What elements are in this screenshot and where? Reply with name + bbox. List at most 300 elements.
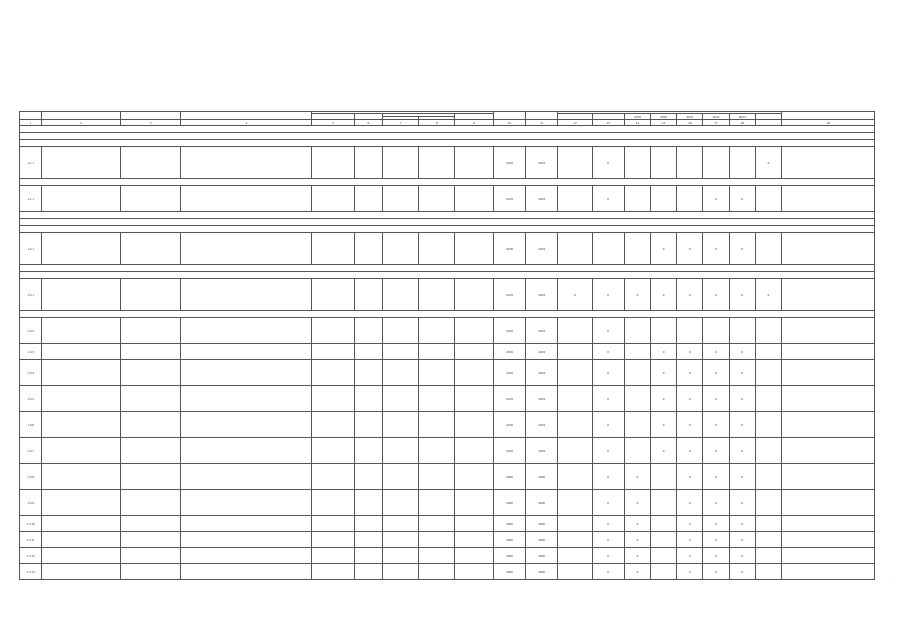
table-cell <box>755 186 781 212</box>
table-cell <box>120 412 180 438</box>
table-cell: 0 <box>703 564 729 580</box>
section-title <box>20 212 875 219</box>
table-cell <box>651 516 677 532</box>
table-cell: 0 <box>755 147 781 179</box>
table-cell <box>181 233 312 265</box>
table-cell <box>651 548 677 564</box>
table-cell: 2019 <box>526 233 558 265</box>
table-cell <box>312 464 354 490</box>
table-cell <box>312 186 354 212</box>
table-row <box>20 386 875 412</box>
section-title <box>20 179 875 186</box>
table-cell <box>455 548 493 564</box>
table-cell: 0 <box>624 279 650 311</box>
table-cell <box>624 386 650 412</box>
col-header-location <box>181 112 312 120</box>
table-cell <box>354 490 382 516</box>
table-cell: 0 <box>703 344 729 360</box>
table-cell: 0 <box>703 532 729 548</box>
table-cell: 2020 <box>493 516 525 532</box>
table-cell <box>755 564 781 580</box>
section-row <box>20 265 875 272</box>
table-cell: 0 <box>624 516 650 532</box>
table-cell: 0 <box>651 360 677 386</box>
table-cell <box>120 360 180 386</box>
table-row <box>20 412 875 438</box>
table-cell: 2020 <box>493 564 525 580</box>
table-cell <box>782 386 875 412</box>
table-cell <box>419 344 455 360</box>
section-title <box>20 311 875 318</box>
table-cell: 0 <box>729 386 755 412</box>
table-row <box>20 516 875 532</box>
table-cell <box>181 360 312 386</box>
table-cell <box>354 360 382 386</box>
table-cell <box>782 516 875 532</box>
table-cell <box>592 233 624 265</box>
table-cell: 2023 <box>526 186 558 212</box>
table-cell <box>624 412 650 438</box>
table-cell: 0 <box>703 490 729 516</box>
table-row <box>20 344 875 360</box>
table-cell: 2020 <box>526 532 558 548</box>
table-cell <box>782 360 875 386</box>
table-cell <box>419 386 455 412</box>
table-cell <box>354 186 382 212</box>
section-row <box>20 179 875 186</box>
table-cell <box>755 464 781 490</box>
table-cell: 0 <box>677 438 703 464</box>
table-cell <box>42 464 121 490</box>
table-cell <box>312 438 354 464</box>
table-cell <box>120 279 180 311</box>
table-cell <box>651 464 677 490</box>
table-cell <box>558 516 592 532</box>
table-cell <box>42 386 121 412</box>
table-cell <box>120 438 180 464</box>
table-cell: 2019 <box>493 147 525 179</box>
table-cell <box>755 318 781 344</box>
table-cell <box>677 186 703 212</box>
table-row <box>20 186 875 212</box>
table-cell <box>755 516 781 532</box>
table-cell <box>42 147 121 179</box>
table-cell: 2020 <box>526 548 558 564</box>
table-cell <box>703 147 729 179</box>
table-cell <box>419 412 455 438</box>
table-cell: 1.3.5 <box>20 386 42 412</box>
table-cell <box>755 532 781 548</box>
section-row <box>20 272 875 279</box>
table-cell <box>120 490 180 516</box>
table-cell <box>782 564 875 580</box>
table-cell: 1.3.6 <box>20 412 42 438</box>
investment-program-table <box>19 111 875 580</box>
table-cell <box>755 438 781 464</box>
table-cell <box>782 412 875 438</box>
table-cell <box>312 344 354 360</box>
table-cell: 0 <box>729 438 755 464</box>
table-cell <box>455 186 493 212</box>
table-cell <box>782 318 875 344</box>
table-cell <box>382 532 418 548</box>
table-row <box>20 233 875 265</box>
table-cell <box>354 344 382 360</box>
table-cell <box>181 279 312 311</box>
table-cell: 0 <box>592 186 624 212</box>
table-cell <box>419 532 455 548</box>
table-cell <box>312 516 354 532</box>
col-header-effect <box>782 112 875 120</box>
table-cell <box>181 386 312 412</box>
table-cell <box>455 438 493 464</box>
table-cell <box>677 318 703 344</box>
table-cell <box>651 147 677 179</box>
table-cell: 0 <box>729 532 755 548</box>
table-cell <box>354 386 382 412</box>
table-cell <box>382 516 418 532</box>
table-cell <box>419 233 455 265</box>
table-cell: 0 <box>755 279 781 311</box>
table-cell: 1.3.8 <box>20 464 42 490</box>
table-cell: 0 <box>703 186 729 212</box>
table-cell <box>42 360 121 386</box>
table-cell: 2020 <box>526 464 558 490</box>
table-cell <box>181 464 312 490</box>
table-cell <box>181 548 312 564</box>
table-cell <box>558 464 592 490</box>
table-cell <box>312 318 354 344</box>
table-cell <box>181 318 312 344</box>
table-cell <box>120 564 180 580</box>
table-cell <box>455 360 493 386</box>
section-title <box>20 226 875 233</box>
table-cell: 0 <box>677 490 703 516</box>
table-cell: 0 <box>729 464 755 490</box>
table-cell: 1.3.3 <box>20 344 42 360</box>
table-cell <box>120 548 180 564</box>
table-cell <box>782 186 875 212</box>
table-cell: 0 <box>624 564 650 580</box>
table-cell <box>354 548 382 564</box>
table-cell <box>455 233 493 265</box>
table-cell: 2023 <box>526 279 558 311</box>
table-cell: 0 <box>558 279 592 311</box>
table-cell <box>558 186 592 212</box>
table-cell: 1.3.4 <box>20 360 42 386</box>
table-cell <box>755 548 781 564</box>
table-cell: 0 <box>592 532 624 548</box>
table-cell <box>312 233 354 265</box>
table-cell: 1.3.1 <box>20 279 42 311</box>
table-cell <box>755 490 781 516</box>
table-cell <box>120 516 180 532</box>
table-cell: 0 <box>651 386 677 412</box>
table-cell: 0 <box>729 548 755 564</box>
table-cell: 2019 <box>493 360 525 386</box>
table-cell <box>354 412 382 438</box>
section-row <box>20 126 875 133</box>
table-cell: 0 <box>703 516 729 532</box>
table-cell: 1.2.1 <box>20 233 42 265</box>
table-cell <box>120 464 180 490</box>
table-cell: 0 <box>624 464 650 490</box>
col-header-year-start <box>493 112 525 120</box>
table-cell: 0 <box>592 548 624 564</box>
table-cell <box>624 318 650 344</box>
table-cell <box>382 548 418 564</box>
table-cell: 0 <box>729 344 755 360</box>
table-cell: 2019 <box>493 318 525 344</box>
table-cell: 2020 <box>493 548 525 564</box>
table-cell <box>42 318 121 344</box>
table-cell: 0 <box>624 490 650 516</box>
col-header-2021: 2021 <box>677 114 703 120</box>
table-body <box>20 126 875 580</box>
table-cell: 2023 <box>526 147 558 179</box>
table-cell: 0 <box>677 386 703 412</box>
table-cell <box>42 233 121 265</box>
section-row <box>20 140 875 147</box>
table-cell <box>558 532 592 548</box>
table-cell <box>42 412 121 438</box>
col-header-2020: 2020 <box>651 114 677 120</box>
table-cell <box>558 548 592 564</box>
table-cell: 0 <box>592 464 624 490</box>
table-cell <box>312 386 354 412</box>
table-cell <box>120 386 180 412</box>
table-cell <box>624 186 650 212</box>
table-cell: 0 <box>703 233 729 265</box>
col-header-year-end <box>526 112 558 120</box>
table-cell: 1.1.1 <box>20 147 42 179</box>
table-cell <box>312 360 354 386</box>
table-cell <box>558 412 592 438</box>
table-row <box>20 548 875 564</box>
col-header-number <box>20 112 42 120</box>
table-cell: 0 <box>677 464 703 490</box>
table-cell <box>558 344 592 360</box>
table-cell <box>624 438 650 464</box>
table-cell <box>42 532 121 548</box>
table-cell <box>181 412 312 438</box>
table-cell: 2019 <box>526 412 558 438</box>
col-header-2022: 2022 <box>703 114 729 120</box>
table-cell <box>624 344 650 360</box>
table-row <box>20 438 875 464</box>
table-cell <box>419 490 455 516</box>
section-title <box>20 265 875 272</box>
table-cell <box>354 464 382 490</box>
table-cell <box>312 564 354 580</box>
table-cell <box>755 344 781 360</box>
col-header-justification <box>120 112 180 120</box>
table-cell: 0 <box>677 360 703 386</box>
table-cell: 0 <box>729 490 755 516</box>
col-header-name <box>42 112 121 120</box>
section-title <box>20 126 875 133</box>
table-cell: 0 <box>592 386 624 412</box>
table-cell: 0 <box>729 412 755 438</box>
table-cell <box>558 438 592 464</box>
table-cell <box>558 490 592 516</box>
table-cell <box>782 464 875 490</box>
section-title <box>20 133 875 140</box>
table-cell: 0 <box>677 564 703 580</box>
table-cell <box>42 490 121 516</box>
table-cell: 1.3.7 <box>20 438 42 464</box>
table-cell <box>120 318 180 344</box>
table-cell <box>354 438 382 464</box>
table-cell <box>382 186 418 212</box>
table-cell <box>120 344 180 360</box>
table-cell <box>782 532 875 548</box>
table-row <box>20 279 875 311</box>
table-cell <box>419 360 455 386</box>
table-cell <box>181 516 312 532</box>
table-cell <box>42 279 121 311</box>
table-cell: 0 <box>703 386 729 412</box>
table-cell: 0 <box>592 360 624 386</box>
table-cell <box>354 279 382 311</box>
col-header-2023: 2023 <box>729 114 755 120</box>
table-cell: 0 <box>703 360 729 386</box>
table-cell: 0 <box>703 464 729 490</box>
table-cell <box>455 490 493 516</box>
table-cell: 2019 <box>493 344 525 360</box>
table-cell: 0 <box>729 186 755 212</box>
table-cell: 2020 <box>526 516 558 532</box>
section-title <box>20 140 875 147</box>
table-cell <box>42 564 121 580</box>
table-cell <box>382 564 418 580</box>
table-cell <box>312 412 354 438</box>
table-cell <box>354 318 382 344</box>
table-row <box>20 464 875 490</box>
table-cell <box>782 490 875 516</box>
table-cell <box>354 564 382 580</box>
col-header-2019: 2019 <box>624 114 650 120</box>
table-cell: 2020 <box>526 490 558 516</box>
section-title <box>20 219 875 226</box>
table-cell <box>677 147 703 179</box>
table-cell <box>312 490 354 516</box>
table-cell <box>312 279 354 311</box>
table-cell <box>42 516 121 532</box>
table-cell <box>455 318 493 344</box>
table-cell <box>755 360 781 386</box>
table-cell: 2019 <box>526 386 558 412</box>
table-cell <box>419 186 455 212</box>
table-cell <box>755 233 781 265</box>
section-row <box>20 212 875 219</box>
table-cell: 2020 <box>493 532 525 548</box>
table-cell <box>382 360 418 386</box>
table-cell: 2019 <box>493 386 525 412</box>
table-cell <box>181 490 312 516</box>
table-cell <box>42 186 121 212</box>
table-cell: 0 <box>651 438 677 464</box>
table-column-numbers: 1 2 3 4 5 6 7 8 9 10 11 12 13 14 15 16 17 18 19 <box>20 120 875 126</box>
table-cell <box>120 532 180 548</box>
table-cell: 0 <box>703 412 729 438</box>
table-row <box>20 564 875 580</box>
table-cell: 1.1.1 <box>20 186 42 212</box>
table-cell <box>181 564 312 580</box>
table-cell <box>120 186 180 212</box>
table-cell <box>755 412 781 438</box>
table-cell <box>782 344 875 360</box>
table-cell <box>42 344 121 360</box>
table-cell: 0 <box>677 412 703 438</box>
table-cell <box>181 532 312 548</box>
table-cell <box>455 464 493 490</box>
table-cell <box>419 464 455 490</box>
table-cell: 0 <box>703 279 729 311</box>
table-cell <box>782 548 875 564</box>
table-cell <box>651 532 677 548</box>
table-row <box>20 532 875 548</box>
table-cell: 0 <box>677 344 703 360</box>
table-cell: 0 <box>729 516 755 532</box>
table-cell: 0 <box>651 279 677 311</box>
table-cell <box>782 279 875 311</box>
table-cell <box>703 318 729 344</box>
table-cell <box>455 147 493 179</box>
table-cell <box>181 186 312 212</box>
table-cell <box>729 147 755 179</box>
table-cell <box>312 532 354 548</box>
section-row <box>20 226 875 233</box>
table-cell: 0 <box>729 233 755 265</box>
table-cell <box>624 147 650 179</box>
table-cell <box>382 386 418 412</box>
table-cell: 2023 <box>526 318 558 344</box>
table-cell <box>419 147 455 179</box>
table-cell: 2019 <box>526 438 558 464</box>
page-mark: , <box>894 579 895 583</box>
table-cell <box>558 564 592 580</box>
table-cell <box>558 147 592 179</box>
table-cell <box>382 233 418 265</box>
table-cell: 0 <box>703 438 729 464</box>
table-cell: 0 <box>592 564 624 580</box>
table-cell <box>624 233 650 265</box>
table-cell: 0 <box>677 233 703 265</box>
table-cell <box>42 548 121 564</box>
table-cell: 2020 <box>493 490 525 516</box>
table-cell <box>455 564 493 580</box>
table-cell: 1.3.2 <box>20 318 42 344</box>
table-cell: 2020 <box>493 464 525 490</box>
table-cell <box>419 318 455 344</box>
section-title <box>20 272 875 279</box>
table-cell <box>312 147 354 179</box>
table-cell: 1.3.10 <box>20 516 42 532</box>
table-cell <box>382 438 418 464</box>
table-cell <box>419 548 455 564</box>
table-cell: 0 <box>592 147 624 179</box>
table-cell: 0 <box>592 438 624 464</box>
table-cell: 0 <box>592 318 624 344</box>
table-row <box>20 360 875 386</box>
table-cell <box>624 360 650 386</box>
table-cell <box>455 344 493 360</box>
table-cell <box>382 344 418 360</box>
table-cell <box>382 147 418 179</box>
table-cell: 1.3.13 <box>20 564 42 580</box>
table-cell <box>558 360 592 386</box>
